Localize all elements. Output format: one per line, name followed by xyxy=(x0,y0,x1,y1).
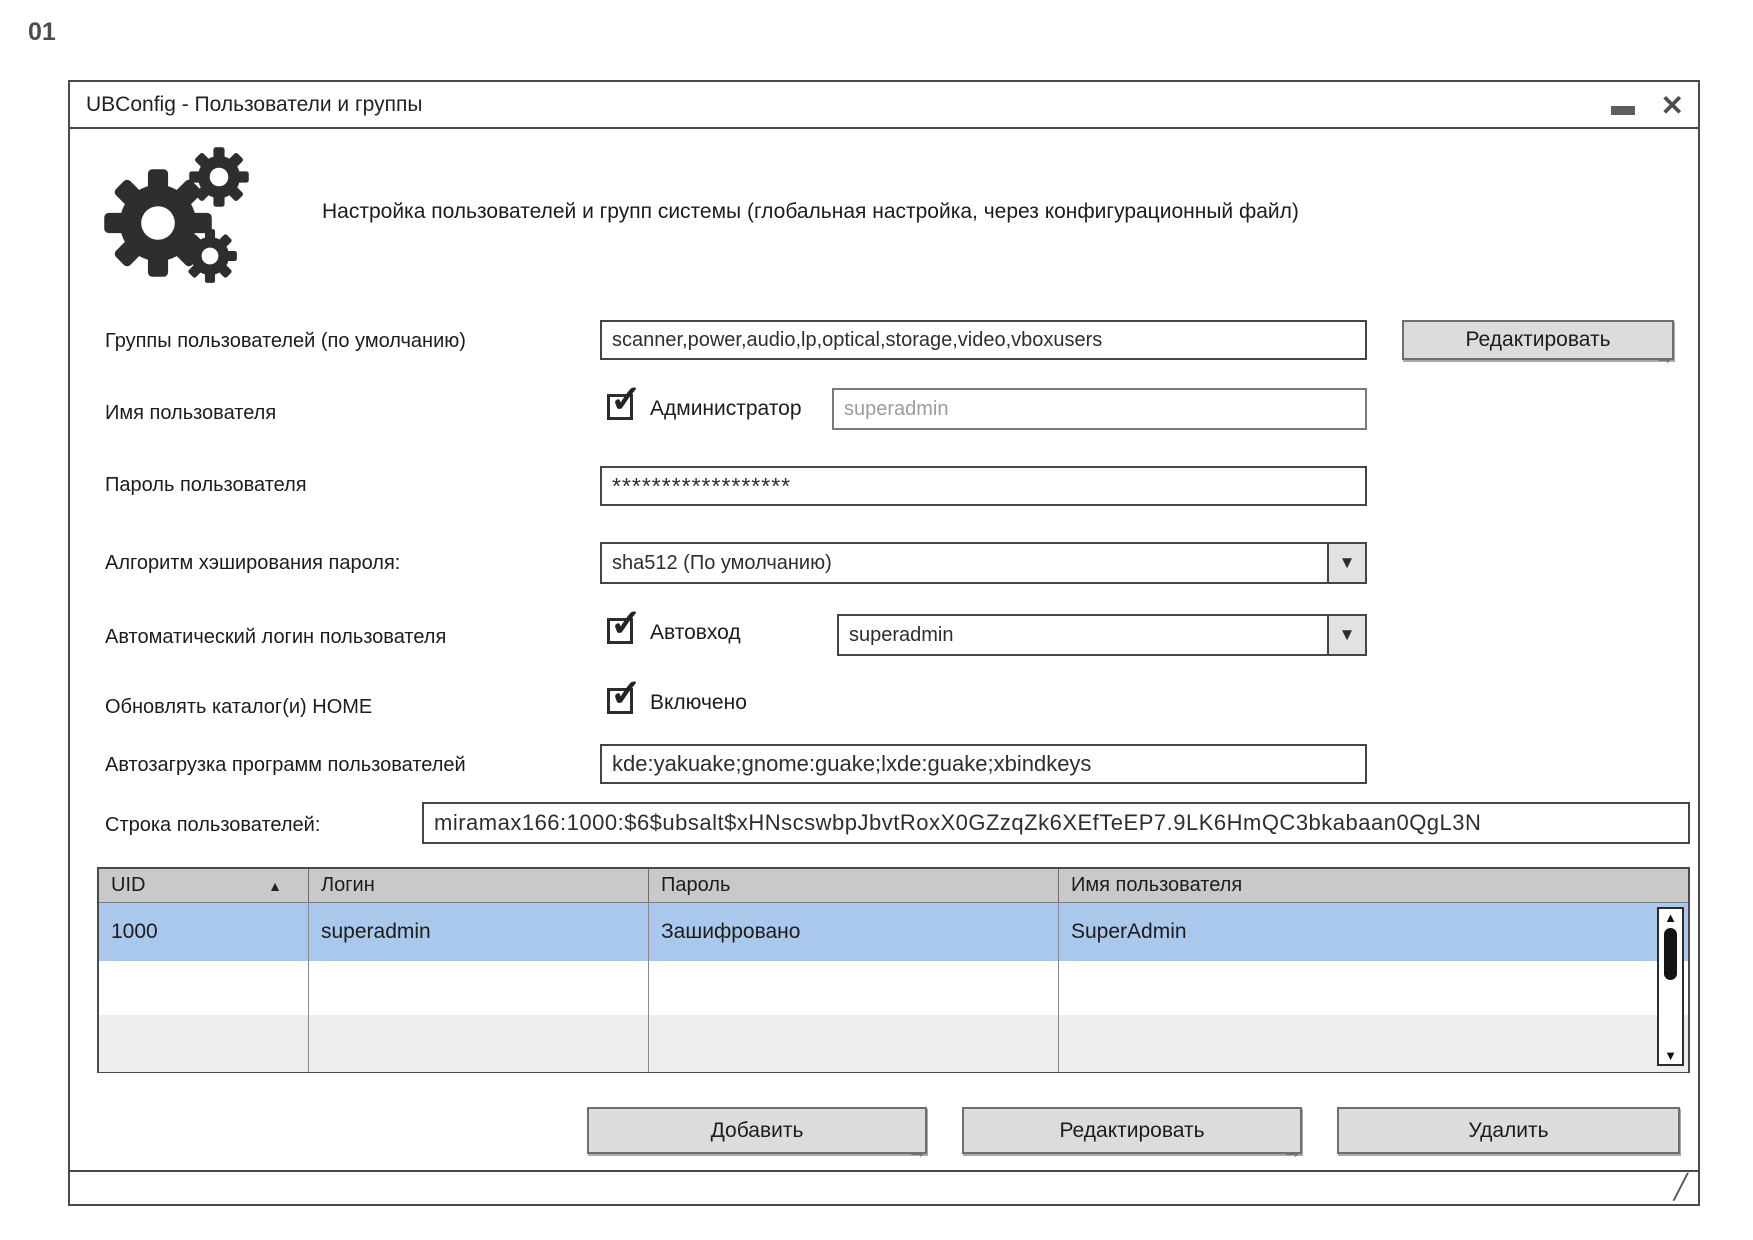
check-icon: ✓ xyxy=(610,673,642,715)
autologin-checkbox[interactable] xyxy=(607,603,642,645)
password-input[interactable]: ****************** xyxy=(600,466,1367,506)
table-row-empty[interactable] xyxy=(99,1015,1688,1072)
sort-ascending-icon: ▲ xyxy=(268,877,282,894)
check-icon: ✓ xyxy=(610,379,642,421)
link-arrow-icon: → xyxy=(1654,347,1674,369)
add-button[interactable] xyxy=(587,1107,927,1163)
hash-algorithm-label: Алгоритм хэширования пароля: xyxy=(105,552,401,574)
cell-uid: 1000 xyxy=(99,903,309,961)
password-label: Пароль пользователя xyxy=(105,474,307,496)
add-button-label: Добавить xyxy=(710,1118,804,1142)
update-home-label: Обновлять каталог(и) HOME xyxy=(105,696,373,718)
column-header-login[interactable] xyxy=(309,869,649,902)
autologin-user-value: superadmin xyxy=(849,623,954,646)
groups-input[interactable]: scanner,power,audio,lp,optical,storage,video,vboxusers xyxy=(600,320,1367,360)
autostart-label: Автозагрузка программ пользователей xyxy=(105,754,466,776)
app-window xyxy=(68,80,1700,1206)
scroll-down-icon[interactable]: ▼ xyxy=(1664,1048,1677,1063)
figure-label: 01 xyxy=(28,18,56,46)
users-string-input[interactable]: miramax166:1000:$6$ubsalt$xHNscswbpJbvtRoxX0GZzqZk6XEfTeEP7.9LK6HmQC3bkabaan0QgL3N xyxy=(422,802,1690,844)
column-header-login-label: Логин xyxy=(321,874,375,896)
autologin-label: Автоматический логин пользователя xyxy=(105,626,447,648)
cell-login: superadmin xyxy=(309,903,649,961)
hash-algorithm-value: sha512 (По умолчанию) xyxy=(612,551,832,574)
chevron-down-icon[interactable]: ▼ xyxy=(1327,614,1367,656)
autologin-user-select[interactable] xyxy=(837,614,1367,656)
column-header-uid-label: UID xyxy=(111,874,146,896)
vertical-scrollbar[interactable] xyxy=(1657,907,1684,1066)
minimize-icon[interactable] xyxy=(1611,106,1635,115)
page-description: Настройка пользователей и групп системы (глобальная настройка, через конфигурационный файл) xyxy=(322,200,1299,223)
update-home-checkbox-label: Включено xyxy=(650,691,747,714)
admin-checkbox[interactable] xyxy=(607,379,642,421)
resize-grip-icon[interactable]: ╱ xyxy=(1673,1174,1688,1201)
link-arrow-icon: → xyxy=(1282,1141,1302,1163)
update-home-checkbox[interactable] xyxy=(607,673,642,715)
delete-button-label: Удалить xyxy=(1468,1118,1549,1142)
window-title: UBConfig - Пользователи и группы xyxy=(86,92,423,116)
gear-icon xyxy=(182,228,238,284)
table-header xyxy=(99,869,1688,903)
cell-password: Зашифровано xyxy=(649,903,1059,961)
gears-icon xyxy=(100,142,285,307)
users-table xyxy=(97,867,1690,1073)
close-icon[interactable]: ✕ xyxy=(1660,89,1684,121)
delete-button[interactable] xyxy=(1337,1107,1680,1154)
groups-label: Группы пользователей (по умолчанию) xyxy=(105,330,466,352)
username-label: Имя пользователя xyxy=(105,402,277,424)
scroll-up-icon[interactable]: ▲ xyxy=(1664,910,1677,925)
column-header-password[interactable] xyxy=(649,869,1059,902)
autologin-checkbox-label: Автовход xyxy=(650,621,741,644)
statusbar-divider xyxy=(70,1170,1698,1172)
column-header-uid[interactable] xyxy=(99,869,309,902)
cell-name: SuperAdmin xyxy=(1071,920,1187,943)
hash-algorithm-select[interactable] xyxy=(600,542,1367,584)
scrollbar-thumb[interactable] xyxy=(1664,928,1677,980)
titlebar[interactable] xyxy=(70,82,1698,129)
edit-button[interactable] xyxy=(962,1107,1302,1163)
link-arrow-icon: → xyxy=(907,1141,927,1163)
edit-groups-button-label: Редактировать xyxy=(1465,328,1611,351)
column-header-password-label: Пароль xyxy=(661,874,731,896)
column-header-name-label: Имя пользователя xyxy=(1071,874,1243,896)
column-header-name[interactable] xyxy=(1059,869,1688,902)
admin-checkbox-label: Администратор xyxy=(650,397,802,420)
gear-icon xyxy=(188,146,250,208)
chevron-down-icon[interactable]: ▼ xyxy=(1327,542,1367,584)
edit-button-label: Редактировать xyxy=(1059,1118,1205,1142)
check-icon: ✓ xyxy=(610,603,642,645)
table-row[interactable] xyxy=(99,903,1688,961)
username-input[interactable]: superadmin xyxy=(832,388,1367,430)
edit-groups-button[interactable] xyxy=(1402,320,1674,369)
users-string-label: Строка пользователей: xyxy=(105,814,321,836)
table-row-empty[interactable] xyxy=(99,961,1688,1015)
autostart-input[interactable]: kde:yakuake;gnome:guake;lxde:guake;xbindkeys xyxy=(600,744,1367,784)
